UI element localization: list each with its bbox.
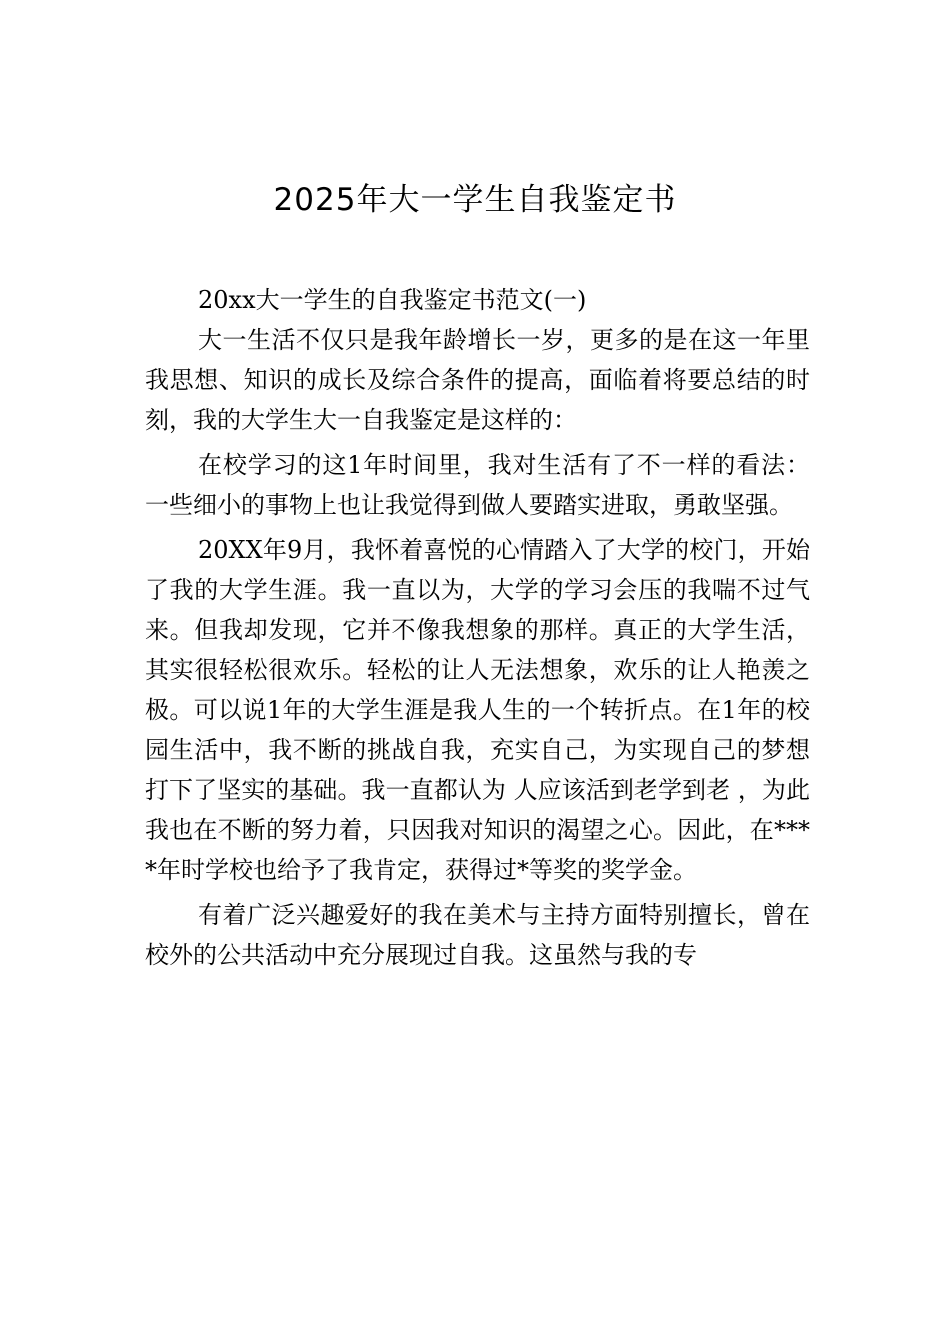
- paragraph: 有着广泛兴趣爱好的我在美术与主持方面特别擅长，曾在校外的公共活动中充分展现过自我。这虽然与我的专: [145, 901, 810, 969]
- paragraph: 20XX年9月，我怀着喜悦的心情踏入了大学的校门，开始了我的大学生涯。我一直以为，大学的学习会压的我喘不过气来。但我却发现，它并不像我想象的那样。真正的大学生活，其实很轻松很欢乐。轻松的让人无法想象，欢乐的让人艳羡之极。可以说1年的大学生涯是我人生的一个转折点。在1年的校园生活中，我不断的挑战自我，充实自己，为实现自己的梦想打下了坚实的基础。我一直都认为 人应该活到老学到老 ，为此我也在不断的努力着，只因我对知识的渴望之心。因此，在****年时学校也给予了我肯定，获得过*等奖的奖学金。: [145, 536, 810, 884]
- section-heading: 20xx大一学生的自我鉴定书范文(一): [198, 286, 587, 314]
- document-body: [145, 280, 810, 980]
- paragraph: 大一生活不仅只是我年龄增长一岁，更多的是在这一年里我思想、知识的成长及综合条件的提高，面临着将要总结的时刻，我的大学生大一自我鉴定是这样的：: [145, 326, 810, 434]
- paragraph: 在校学习的这1年时间里，我对生活有了不一样的看法：一些细小的事物上也让我觉得到做人要踏实进取，勇敢坚强。: [145, 451, 810, 519]
- document-title: 2025年大一学生自我鉴定书: [273, 182, 677, 218]
